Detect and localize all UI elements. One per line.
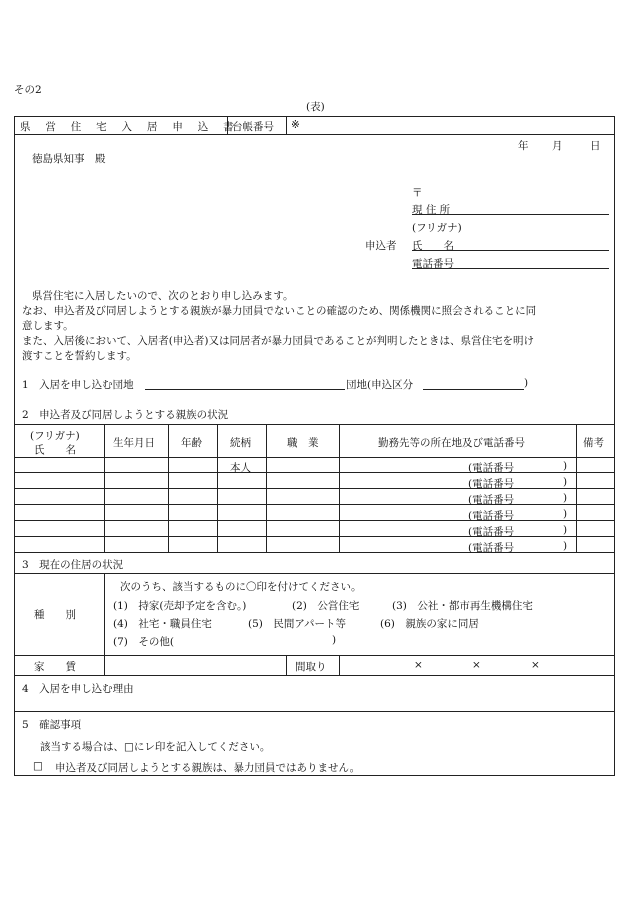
row-phone-close: ): [563, 476, 568, 488]
applicant-label: 申込者: [365, 240, 397, 252]
row-phone: (電話番号: [468, 462, 515, 474]
ledger-label: 台帳番号: [232, 121, 274, 133]
row-phone-close: ): [563, 492, 568, 504]
furigana-label: (フリガナ): [412, 222, 462, 234]
header-furigana: (フリガナ): [30, 430, 80, 442]
row-phone-close: ): [563, 460, 568, 472]
section5-instruction: 該当する場合は、□にレ印を記入してください。: [40, 741, 271, 753]
phone-label: 電話番号: [412, 258, 454, 270]
section1-close: ): [524, 377, 529, 389]
declaration-line: なお、申込者及び同居しようとする親族が暴力団員でないことの確認のため、関係機関に照会されることに同: [22, 305, 537, 317]
type-instruction: 次のうち、該当するものに〇印を付けてください。: [120, 581, 362, 593]
doc-label: その2: [14, 84, 42, 96]
rent-label: 家 賃: [34, 661, 76, 673]
option-4[interactable]: (4) 社宅・職員住宅: [113, 618, 212, 630]
section5-label: 5 確認事項: [22, 719, 82, 731]
category-field[interactable]: [423, 389, 524, 390]
declaration-line: 意します。: [22, 320, 74, 332]
option-2[interactable]: (2) 公営住宅: [292, 600, 360, 612]
header-birth: 生年月日: [113, 437, 155, 449]
row-phone-close: ): [563, 540, 568, 552]
header-name: 氏 名: [34, 444, 76, 456]
option-3[interactable]: (3) 公社・都市再生機構住宅: [392, 600, 533, 612]
header-job: 職 業: [287, 437, 319, 449]
layout-x: ×: [414, 659, 423, 671]
date-month: 月: [552, 140, 563, 152]
row-phone: (電話番号: [468, 526, 515, 538]
addressee: 徳島県知事 殿: [32, 153, 106, 165]
row-phone-close: ): [563, 524, 568, 536]
date-year: 年: [518, 140, 529, 152]
header-relation: 続柄: [230, 437, 251, 449]
option-7-close: ): [332, 634, 337, 646]
header-work: 勤務先等の所在地及び電話番号: [378, 437, 525, 449]
layout-label: 間取り: [295, 661, 327, 673]
ledger-value: ※: [291, 119, 300, 131]
declaration-line: 県営住宅に入居したいので、次のとおり申し込みます。: [32, 290, 294, 302]
option-1[interactable]: (1) 持家(売却予定を含む。): [113, 600, 247, 612]
row-phone: (電話番号: [468, 510, 515, 522]
declaration-line: また、入居後において、入居者(申込者)又は同居者が暴力団員であることが判明したときは、県営住宅を明け: [22, 335, 534, 347]
row-phone: (電話番号: [468, 542, 515, 554]
option-7[interactable]: (7) その他(: [113, 636, 174, 648]
section1-suffix: 団地(申込区分: [346, 379, 414, 391]
address-field[interactable]: [412, 214, 609, 215]
postal-mark: 〒: [412, 187, 423, 199]
address-label: 現 住 所: [412, 204, 451, 216]
row-phone: (電話番号: [468, 494, 515, 506]
row-phone: (電話番号: [468, 478, 515, 490]
row-phone-close: ): [563, 508, 568, 520]
layout-x: ×: [531, 659, 540, 671]
confirm-statement: 申込者及び同居しようとする親族は、暴力団員ではありません。: [55, 762, 361, 774]
layout-x: ×: [472, 659, 481, 671]
declaration-line: 渡すことを誓約します。: [22, 350, 137, 362]
estate-field[interactable]: [145, 389, 345, 390]
section3-label: 3 現在の住居の状況: [22, 559, 124, 571]
option-5[interactable]: (5) 民間アパート等: [248, 618, 347, 630]
date-day: 日: [590, 140, 601, 152]
name-field[interactable]: [412, 250, 609, 251]
phone-field[interactable]: [412, 268, 609, 269]
confirm-checkbox[interactable]: □: [33, 760, 43, 772]
header-remarks: 備考: [583, 437, 604, 449]
section1-label: 1 入居を申し込む団地: [22, 379, 134, 391]
option-6[interactable]: (6) 親族の家に同居: [380, 618, 479, 630]
row-relation: 本人: [230, 462, 251, 474]
section4-label: 4 入居を申し込む理由: [22, 683, 134, 695]
header-age: 年齢: [181, 437, 202, 449]
name-label: 氏 名: [412, 240, 454, 252]
form-title: 県 営 住 宅 入 居 申 込 書: [20, 121, 240, 133]
section2-label: 2 申込者及び同居しようとする親族の状況: [22, 409, 229, 421]
type-label: 種 別: [34, 609, 76, 621]
side-label: (表): [306, 101, 325, 113]
